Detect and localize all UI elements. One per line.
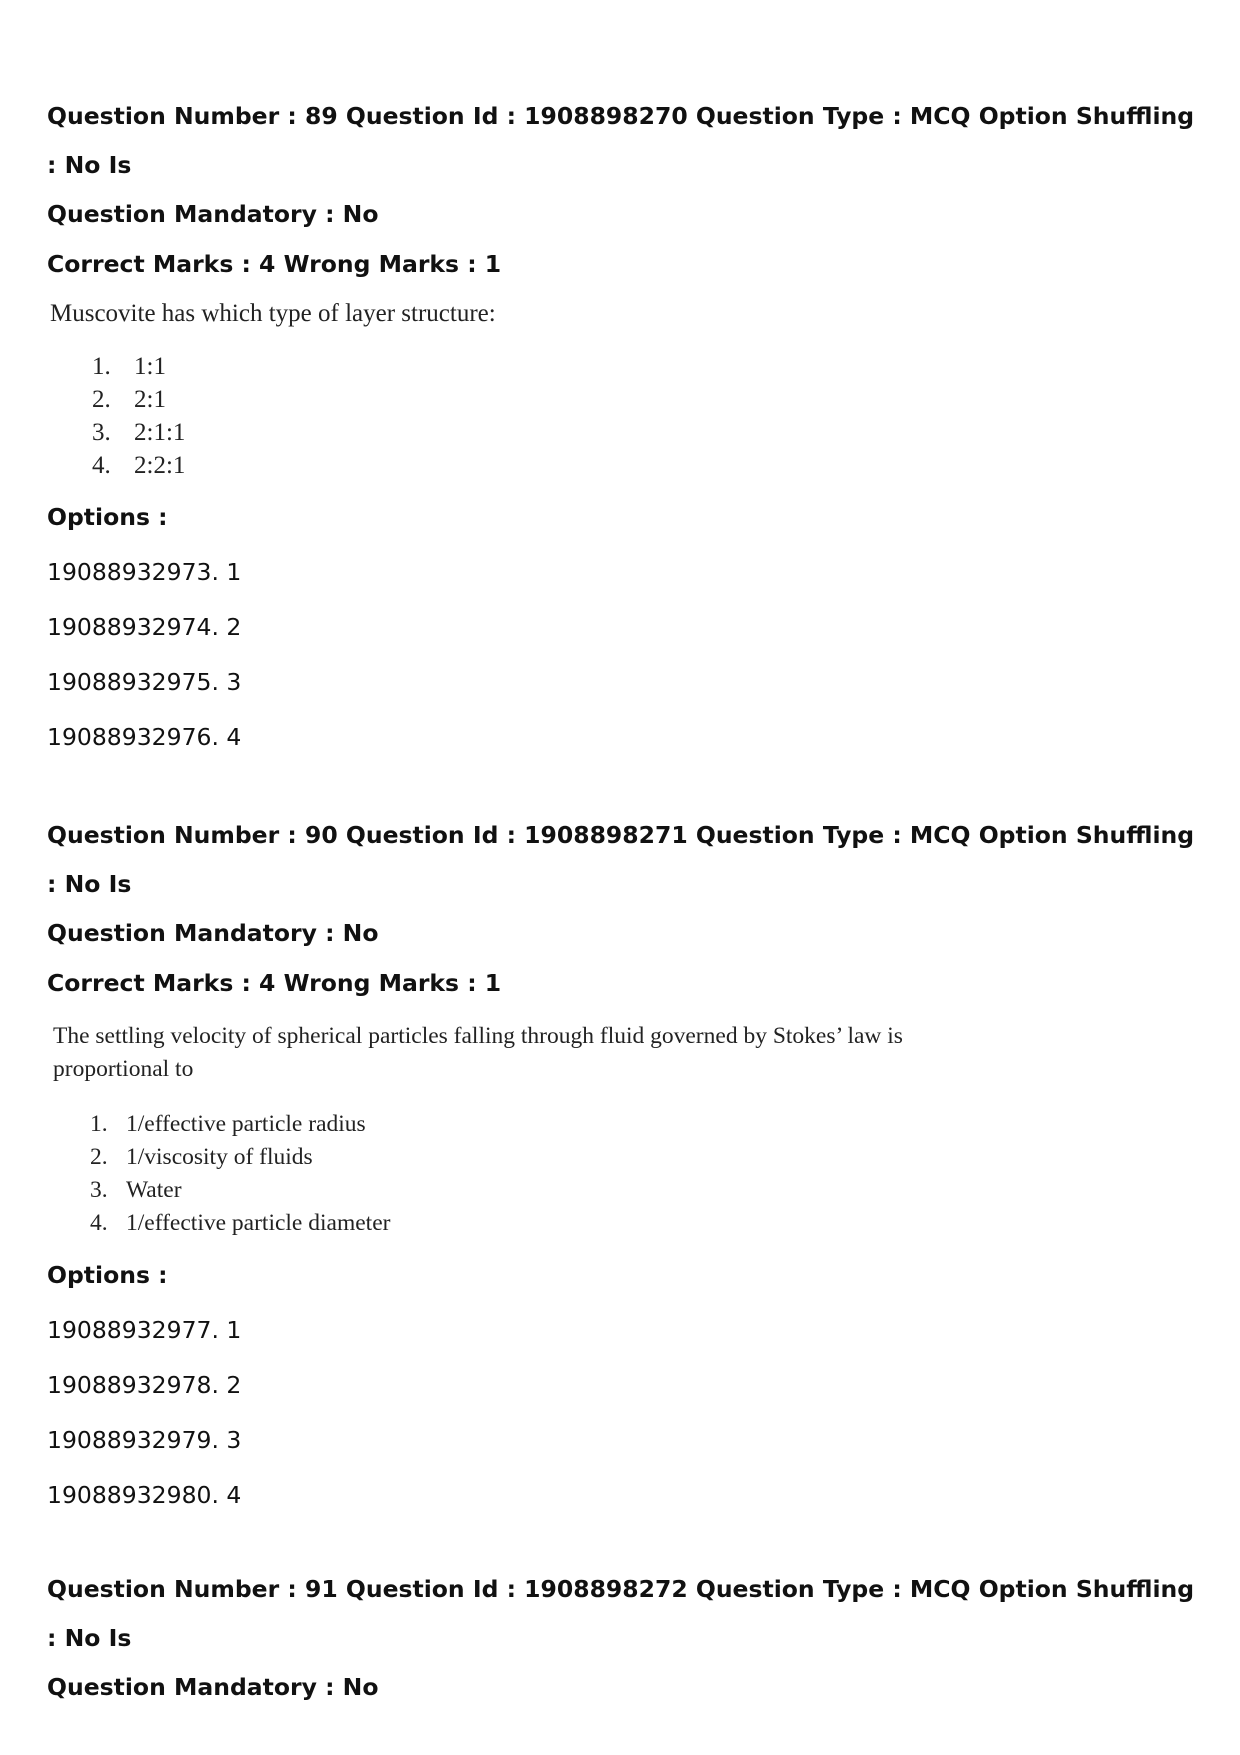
choice-text: 1:1	[134, 353, 166, 380]
option-item: 19088932974. 2	[47, 613, 242, 641]
choice-number: 3.	[90, 1177, 108, 1203]
choice-item	[92, 449, 1207, 482]
question-header	[47, 811, 1207, 958]
choice-text: 2:1	[134, 386, 166, 413]
options-label: Options :	[47, 1261, 168, 1289]
question-block-90	[47, 811, 1207, 1510]
choice-number: 3.	[92, 419, 111, 446]
option-item: 19088932980. 4	[47, 1481, 242, 1509]
choice-item	[90, 1108, 1207, 1141]
choice-text: 2:2:1	[134, 452, 186, 479]
choice-item	[90, 1207, 1207, 1240]
option-item: 19088932978. 2	[47, 1371, 242, 1399]
choice-item	[90, 1174, 1207, 1207]
choice-item	[92, 383, 1207, 416]
question-meta-line: Question Number : 90 Question Id : 1908898271 Question Type : MCQ Option Shuffling : No Is	[47, 821, 1195, 898]
marks-line: Correct Marks : 4 Wrong Marks : 1	[47, 250, 502, 278]
option-item: 19088932973. 1	[47, 558, 242, 586]
choice-item	[92, 350, 1207, 383]
question-header	[47, 1565, 1207, 1712]
choice-text: 1/effective particle diameter	[126, 1210, 391, 1236]
option-item: 19088932975. 3	[47, 668, 242, 696]
choice-number: 1.	[90, 1111, 108, 1137]
marks-line: Correct Marks : 4 Wrong Marks : 1	[47, 969, 502, 997]
question-meta-line: Question Number : 91 Question Id : 1908898272 Question Type : MCQ Option Shuffling : No Is	[47, 1575, 1195, 1652]
question-block-89	[47, 92, 1207, 752]
choice-number: 4.	[90, 1210, 108, 1236]
choice-text: Water	[126, 1177, 182, 1203]
choice-text: 1/viscosity of fluids	[126, 1144, 313, 1170]
option-item: 19088932979. 3	[47, 1426, 242, 1454]
question-mandatory-line: Question Mandatory : No	[47, 200, 379, 228]
question-header	[47, 92, 1207, 239]
choice-list	[47, 350, 1207, 482]
option-item: 19088932977. 1	[47, 1316, 242, 1344]
question-stem: The settling velocity of spherical particles falling through fluid governed by Stokes’ law is proportional to	[53, 1023, 903, 1082]
choice-item	[90, 1141, 1207, 1174]
choice-list	[47, 1108, 1207, 1240]
choice-number: 2.	[92, 386, 111, 413]
choice-item	[92, 416, 1207, 449]
choice-number: 2.	[90, 1144, 108, 1170]
options-label: Options :	[47, 503, 168, 531]
choice-text: 1/effective particle radius	[126, 1111, 366, 1137]
question-stem: Muscovite has which type of layer structure:	[50, 300, 496, 327]
choice-text: 2:1:1	[134, 419, 186, 446]
choice-number: 1.	[92, 353, 111, 380]
question-meta-line: Question Number : 89 Question Id : 1908898270 Question Type : MCQ Option Shuffling : No Is	[47, 102, 1195, 179]
question-mandatory-line: Question Mandatory : No	[47, 1673, 379, 1701]
option-item: 19088932976. 4	[47, 723, 242, 751]
question-block-91	[47, 1565, 1207, 1712]
choice-number: 4.	[92, 452, 111, 479]
question-mandatory-line: Question Mandatory : No	[47, 919, 379, 947]
